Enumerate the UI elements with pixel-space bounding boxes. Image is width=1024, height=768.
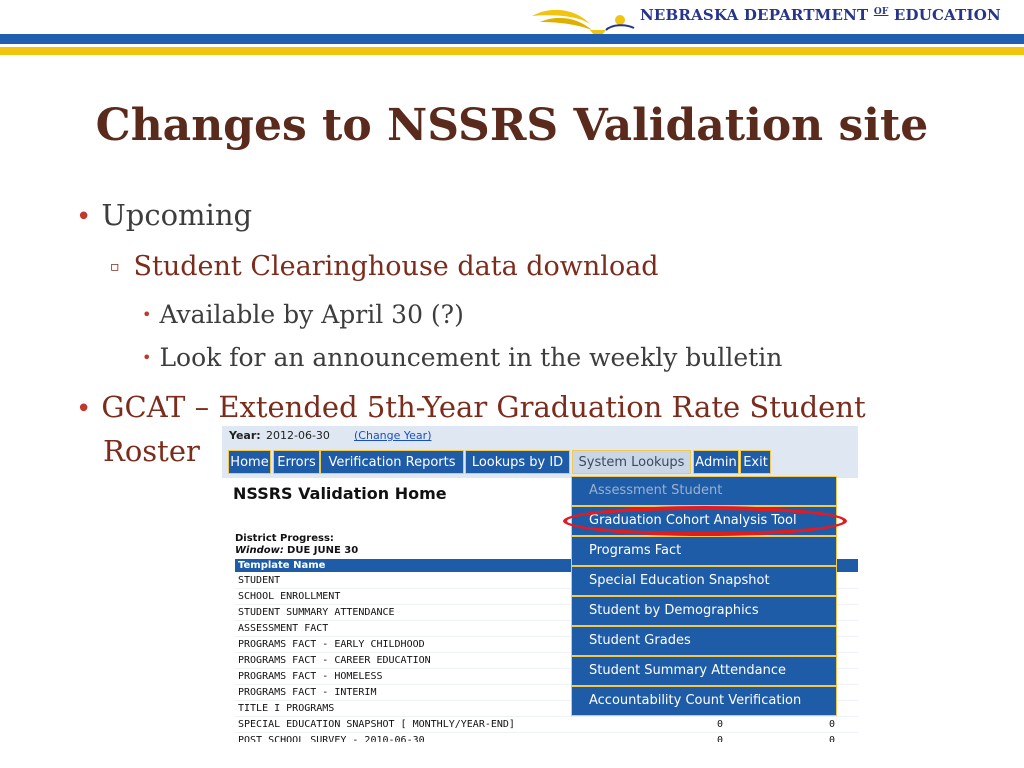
menu-item-student-summary-attendance[interactable]: Student Summary Attendance (571, 656, 837, 686)
table-row: PROGRAMS FACT - CAREER EDUCATION (235, 653, 858, 669)
bullet-dot-icon: • (76, 202, 92, 232)
header-yellow-band (0, 47, 1024, 55)
bullet-gcat-continued: Roster (103, 434, 200, 468)
nav-lookups-by-id[interactable]: Lookups by ID (465, 450, 570, 474)
organization-name: NEBRASKA DEPARTMENT $^{OF}$ EDUCATION (640, 6, 1001, 24)
sub-sub-bullet-announcement: • Look for an announcement in the weekly bulletin (142, 343, 783, 372)
menu-item-special-education-snapshot[interactable]: Special Education Snapshot (571, 566, 837, 596)
nav-exit[interactable]: Exit (740, 450, 771, 474)
slide-title: Changes to NSSRS Validation site (95, 100, 929, 151)
bullet-gcat: • GCAT – Extended 5th-Year Graduation Rate Student (76, 390, 866, 424)
nssrs-screenshot (222, 426, 858, 742)
nav-errors[interactable]: Errors (273, 450, 320, 474)
sub-bullet-clearinghouse: ▫ Student Clearinghouse data download (110, 251, 659, 282)
small-dot-icon: • (142, 305, 152, 324)
nav-home[interactable]: Home (228, 450, 271, 474)
year-label: Year: (229, 429, 261, 442)
menu-item-accountability-count-verification[interactable]: Accountability Count Verification (571, 686, 837, 716)
table-row: ASSESSMENT FACT (235, 621, 858, 637)
district-progress-label: District Progress: (235, 533, 334, 544)
small-dot-icon: • (142, 348, 152, 367)
header-blue-band (0, 34, 1024, 44)
menu-item-graduation-cohort-analysis-tool[interactable]: Graduation Cohort Analysis Tool (571, 506, 837, 536)
bullet-upcoming: • Upcoming (76, 198, 253, 232)
table-row: PROGRAMS FACT - HOMELESS (235, 669, 858, 685)
year-bar (222, 426, 858, 446)
table-row: STUDENT SUMMARY ATTENDANCE (235, 605, 858, 621)
nav-bar (222, 446, 858, 478)
nav-admin[interactable]: Admin (693, 450, 739, 474)
menu-item-assessment-student[interactable]: Assessment Student (571, 476, 837, 506)
change-year-link[interactable]: (Change Year) (354, 429, 432, 442)
table-row: SPECIAL EDUCATION SNAPSHOT [ MONTHLY/YEAR-END] 0 0 (235, 717, 858, 733)
bullet-dot-icon: • (76, 394, 92, 424)
table-row: SCHOOL ENROLLMENT (235, 589, 858, 605)
square-bullet-icon: ▫ (110, 259, 120, 275)
table-row: PROGRAMS FACT - INTERIM (235, 685, 858, 701)
table-row: STUDENT (235, 573, 858, 589)
menu-item-student-by-demographics[interactable]: Student by Demographics (571, 596, 837, 626)
sub-sub-bullet-available: • Available by April 30 (?) (142, 300, 464, 329)
nav-system-lookups[interactable]: System Lookups (572, 450, 691, 474)
year-value: 2012-06-30 (266, 429, 330, 442)
table-header: Template Name (235, 559, 858, 572)
table-row: PROGRAMS FACT - EARLY CHILDHOOD (235, 637, 858, 653)
menu-item-programs-fact[interactable]: Programs Fact (571, 536, 837, 566)
menu-item-student-grades[interactable]: Student Grades (571, 626, 837, 656)
table-row: TITLE I PROGRAMS (235, 701, 858, 717)
table-row: POST SCHOOL SURVEY - 2010-06-30 0 0 (235, 733, 858, 742)
nav-verification-reports[interactable]: Verification Reports (320, 450, 464, 474)
window-info: Window: DUE JUNE 30 (235, 545, 359, 556)
page-title: NSSRS Validation Home (233, 484, 447, 503)
